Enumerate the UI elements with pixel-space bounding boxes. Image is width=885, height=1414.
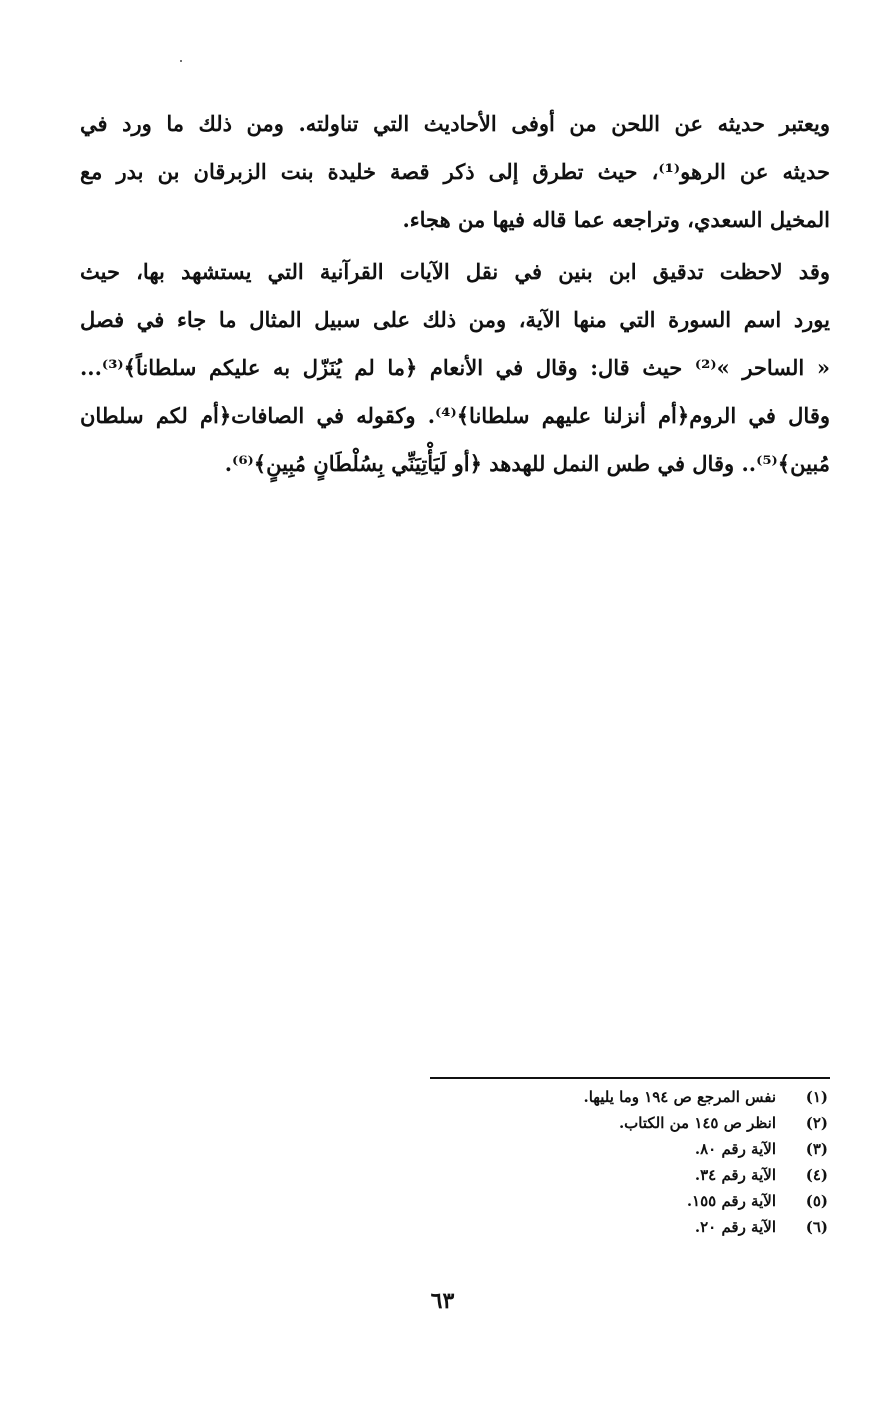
scan-speck xyxy=(180,60,182,62)
body-line: وقال في الروم﴿أم أنزلنا عليهم سلطانا﴾⁽⁴⁾. وكقوله في الصافات﴿أم لكم سلطان xyxy=(80,403,830,428)
footnote-item xyxy=(430,1136,828,1162)
footnote-text: انظر ص ١٤٥ من الكتاب. xyxy=(618,1114,776,1132)
footnotes xyxy=(430,1084,828,1240)
footnote-item xyxy=(430,1110,828,1136)
footnote-item xyxy=(430,1162,828,1188)
footnote-text: الآية رقم ١٥٥. xyxy=(686,1192,776,1210)
footnote-text: الآية رقم ٣٤. xyxy=(694,1166,776,1184)
footnote-text: نفس المرجع ص ١٩٤ وما يليها. xyxy=(583,1088,776,1106)
page-number: ٦٣ xyxy=(430,1288,455,1314)
body-line: مُبين﴾⁽⁵⁾.. وقال في طس النمل للهدهد ﴿أو لَيَأْتِيَنِّي بِسُلْطَانٍ مُبِينٍ﴾⁽⁶⁾. xyxy=(224,451,830,476)
body-line: حديثه عن الرهو⁽¹⁾، حيث تطرق إلى ذكر قصة خليدة بنت الزبرقان بن بدر مع xyxy=(80,159,830,184)
footnote-item xyxy=(430,1084,828,1110)
footnote-number: (٣) xyxy=(805,1140,828,1158)
footnote-item xyxy=(430,1188,828,1214)
footnote-text: الآية رقم ٨٠. xyxy=(694,1140,776,1158)
body-line: ويعتبر حديثه عن اللحن من أوفى الأحاديث التي تناولته. ومن ذلك ما ورد في xyxy=(80,111,830,136)
body-text xyxy=(80,100,830,488)
body-line: المخيل السعدي، وتراجعه عما قاله فيها من هجاء. xyxy=(402,207,830,232)
footnote-number: (٦) xyxy=(805,1218,828,1236)
footnote-number: (٤) xyxy=(805,1166,828,1184)
body-line: يورد اسم السورة التي منها الآية، ومن ذلك على سبيل المثال ما جاء في فصل xyxy=(80,307,830,332)
footnote-number: (٢) xyxy=(805,1114,828,1132)
body-line: « الساحر »⁽²⁾ حيث قال: وقال في الأنعام ﴿ما لم يُنَزّل به عليكم سلطاناً﴾⁽³⁾... xyxy=(80,355,831,380)
footnote-divider xyxy=(430,1077,830,1079)
body-line: وقد لاحظت تدقيق ابن بنين في نقل الآيات القرآنية التي يستشهد بها، حيث xyxy=(80,259,830,284)
footnote-text: الآية رقم ٢٠. xyxy=(694,1218,776,1236)
footnote-number: (١) xyxy=(805,1088,828,1106)
footnote-number: (٥) xyxy=(805,1192,828,1210)
footnote-item xyxy=(430,1214,828,1240)
